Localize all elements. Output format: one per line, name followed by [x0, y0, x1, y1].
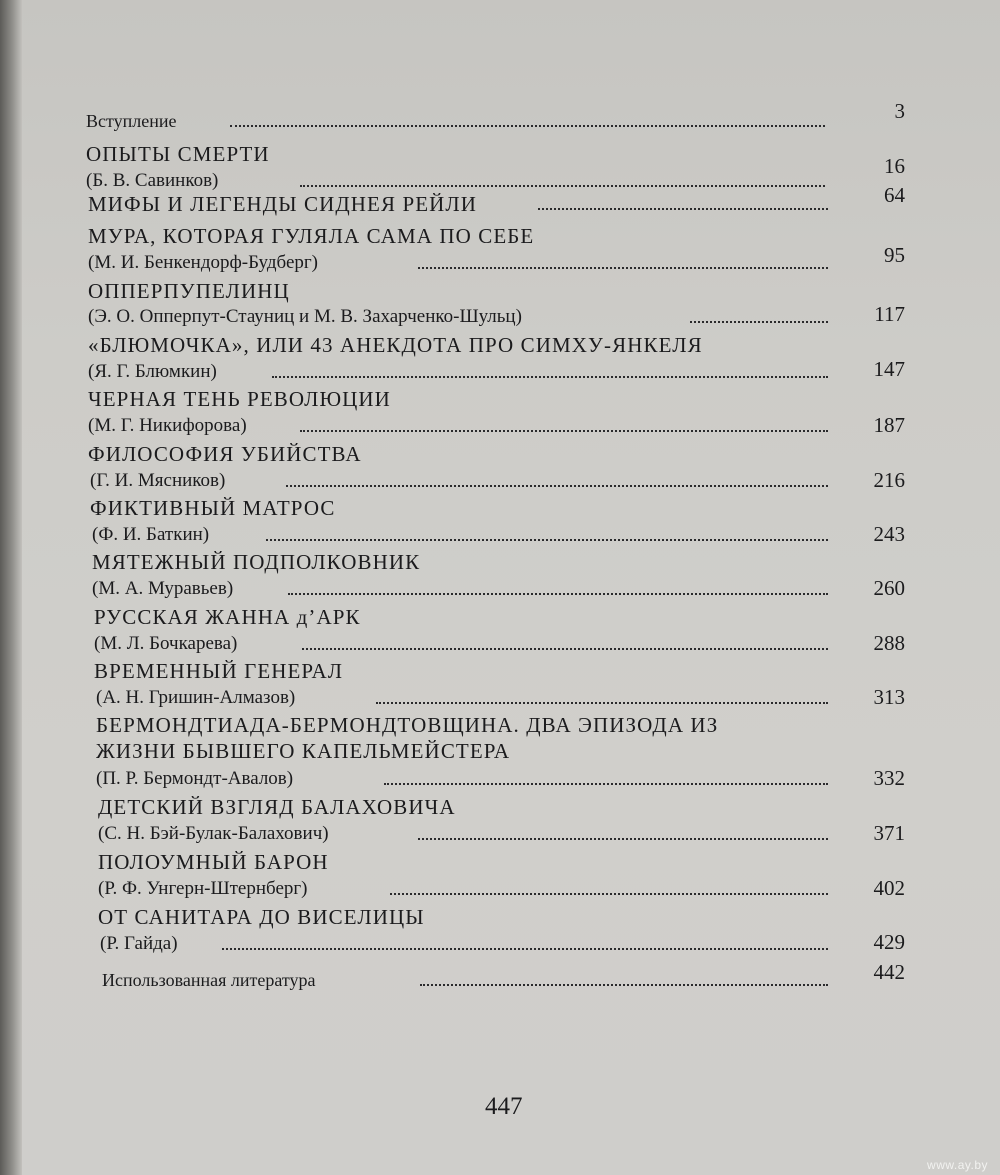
toc-title: ФИЛОСОФИЯ УБИЙСТВА: [88, 442, 362, 466]
dot-leader: [288, 593, 828, 595]
toc-entry: [0, 711, 905, 739]
dot-leader: [420, 984, 828, 986]
toc-entry: [0, 603, 905, 631]
toc-entry-author: [0, 303, 905, 331]
toc-title: ДЕТСКИЙ ВЗГЛЯД БАЛАХОВИЧА: [98, 795, 456, 819]
dot-leader: [376, 702, 828, 704]
dot-leader: [418, 267, 828, 269]
toc-entry-author: [0, 521, 905, 549]
toc-page: 332: [873, 766, 905, 790]
toc-page: 243: [873, 522, 905, 546]
toc-author: (Г. И. Мясников): [90, 470, 226, 491]
toc-page: 260: [873, 576, 905, 600]
dot-leader: [266, 539, 828, 541]
dot-leader: [418, 838, 828, 840]
toc-entry: [0, 331, 905, 359]
toc-entry: [0, 903, 905, 931]
toc-title: БЕРМОНДТИАДА-БЕРМОНДТОВЩИНА. ДВА ЭПИЗОДА ИЗ: [96, 713, 719, 737]
toc-entry: [0, 222, 905, 250]
toc-title: Вступление: [86, 111, 177, 131]
dot-leader: [302, 648, 828, 650]
toc-entry-bibliography: [0, 960, 905, 994]
dot-leader: [222, 948, 828, 950]
toc-title: МУРА, КОТОРАЯ ГУЛЯЛА САМА ПО СЕБЕ: [88, 224, 535, 248]
toc-author: (Я. Г. Блюмкин): [88, 361, 217, 382]
toc-entry: [0, 793, 905, 821]
toc-title: «БЛЮМОЧКА», ИЛИ 43 АНЕКДОТА ПРО СИМХУ-ЯНКЕЛЯ: [88, 333, 703, 357]
toc-author: (М. Г. Никифорова): [88, 415, 247, 436]
page-number: 447: [485, 1093, 523, 1120]
watermark: www.ay.by: [927, 1158, 988, 1172]
toc-page: 216: [873, 468, 905, 492]
dot-leader: [300, 430, 828, 432]
toc-page: 147: [873, 357, 905, 381]
toc-author: (С. Н. Бэй-Булак-Балахович): [98, 823, 329, 844]
toc-title: ОППЕРПУПЕЛИНЦ: [88, 279, 290, 303]
toc-author: (Ф. И. Баткин): [92, 524, 210, 545]
dot-leader: [690, 321, 828, 323]
dot-leader: [286, 485, 828, 487]
dot-leader: [272, 376, 828, 378]
toc-author: (Б. В. Савинков): [86, 170, 219, 191]
toc-author: (П. Р. Бермондт-Авалов): [96, 768, 294, 789]
toc-entry: [0, 277, 905, 305]
toc-title: ВРЕМЕННЫЙ ГЕНЕРАЛ: [94, 659, 344, 683]
toc-entry-author: [0, 243, 905, 277]
toc-entry-author: [0, 467, 905, 495]
toc-entry: [0, 385, 905, 413]
toc-page: 313: [873, 685, 905, 709]
toc-title-continued: ЖИЗНИ БЫВШЕГО КАПЕЛЬМЕЙСТЕРА: [96, 739, 511, 763]
toc-title: РУССКАЯ ЖАННА д’АРК: [94, 605, 361, 629]
toc-page: 117: [874, 302, 905, 326]
toc-page: 442: [873, 960, 905, 984]
toc-author: (М. Л. Бочкарева): [94, 633, 238, 654]
toc-title: ПОЛОУМНЫЙ БАРОН: [98, 850, 329, 874]
toc-entry: [0, 440, 905, 468]
toc-title: Использованная литература: [102, 970, 316, 990]
toc-entry-author: [0, 875, 905, 903]
toc-entry-author: [0, 412, 905, 440]
toc-title: МИФЫ И ЛЕГЕНДЫ СИДНЕЯ РЕЙЛИ: [88, 192, 478, 216]
toc-page: 95: [884, 243, 905, 267]
toc-page: 64: [884, 183, 905, 207]
toc-entry-author: [0, 684, 905, 712]
toc-author: (М. И. Бенкендорф-Будберг): [88, 252, 318, 273]
toc-author: (А. Н. Гришин-Алмазов): [96, 687, 296, 708]
toc-page: 16: [884, 154, 905, 178]
toc-entry: [0, 140, 905, 168]
toc-page: 187: [873, 413, 905, 437]
toc-page: 3: [894, 99, 905, 123]
toc-title: ОПЫТЫ СМЕРТИ: [86, 142, 270, 166]
toc-title: ОТ САНИТАРА ДО ВИСЕЛИЦЫ: [98, 905, 425, 929]
toc-page: 429: [873, 930, 905, 954]
toc-page: 288: [873, 631, 905, 655]
dot-leader: [300, 185, 825, 187]
toc-entry: [0, 548, 905, 576]
toc-entry: [0, 494, 905, 522]
dot-leader: [390, 893, 828, 895]
toc-title: ФИКТИВНЫЙ МАТРОС: [90, 496, 336, 520]
dot-leader: [538, 208, 828, 210]
toc-entry: [0, 183, 905, 218]
toc-entry-author: [0, 630, 905, 658]
toc-title: МЯТЕЖНЫЙ ПОДПОЛКОВНИК: [92, 550, 421, 574]
toc-title: ЧЕРНАЯ ТЕНЬ РЕВОЛЮЦИИ: [88, 387, 391, 411]
toc-page: 402: [873, 876, 905, 900]
toc-entry-author: [0, 930, 905, 958]
toc-entry-author: [0, 820, 905, 848]
toc-author: (Р. Ф. Унгерн-Штернберг): [98, 878, 308, 899]
toc-author: (Р. Гайда): [100, 933, 178, 954]
toc-entry-title-cont: [0, 737, 905, 765]
toc-author: (Э. О. Опперпут-Стауниц и М. В. Захарченко-Шульц): [88, 306, 522, 327]
toc-entry: [0, 848, 905, 876]
dot-leader: [384, 783, 828, 785]
toc-entry-author: [0, 358, 905, 386]
toc-entry-author: [0, 575, 905, 603]
toc-entry: [0, 657, 905, 685]
toc-entry-author: [0, 765, 905, 793]
toc-page: 371: [873, 821, 905, 845]
toc-author: (М. А. Муравьев): [92, 578, 234, 599]
dot-leader: [230, 125, 825, 127]
toc-entry-intro: [0, 99, 905, 135]
